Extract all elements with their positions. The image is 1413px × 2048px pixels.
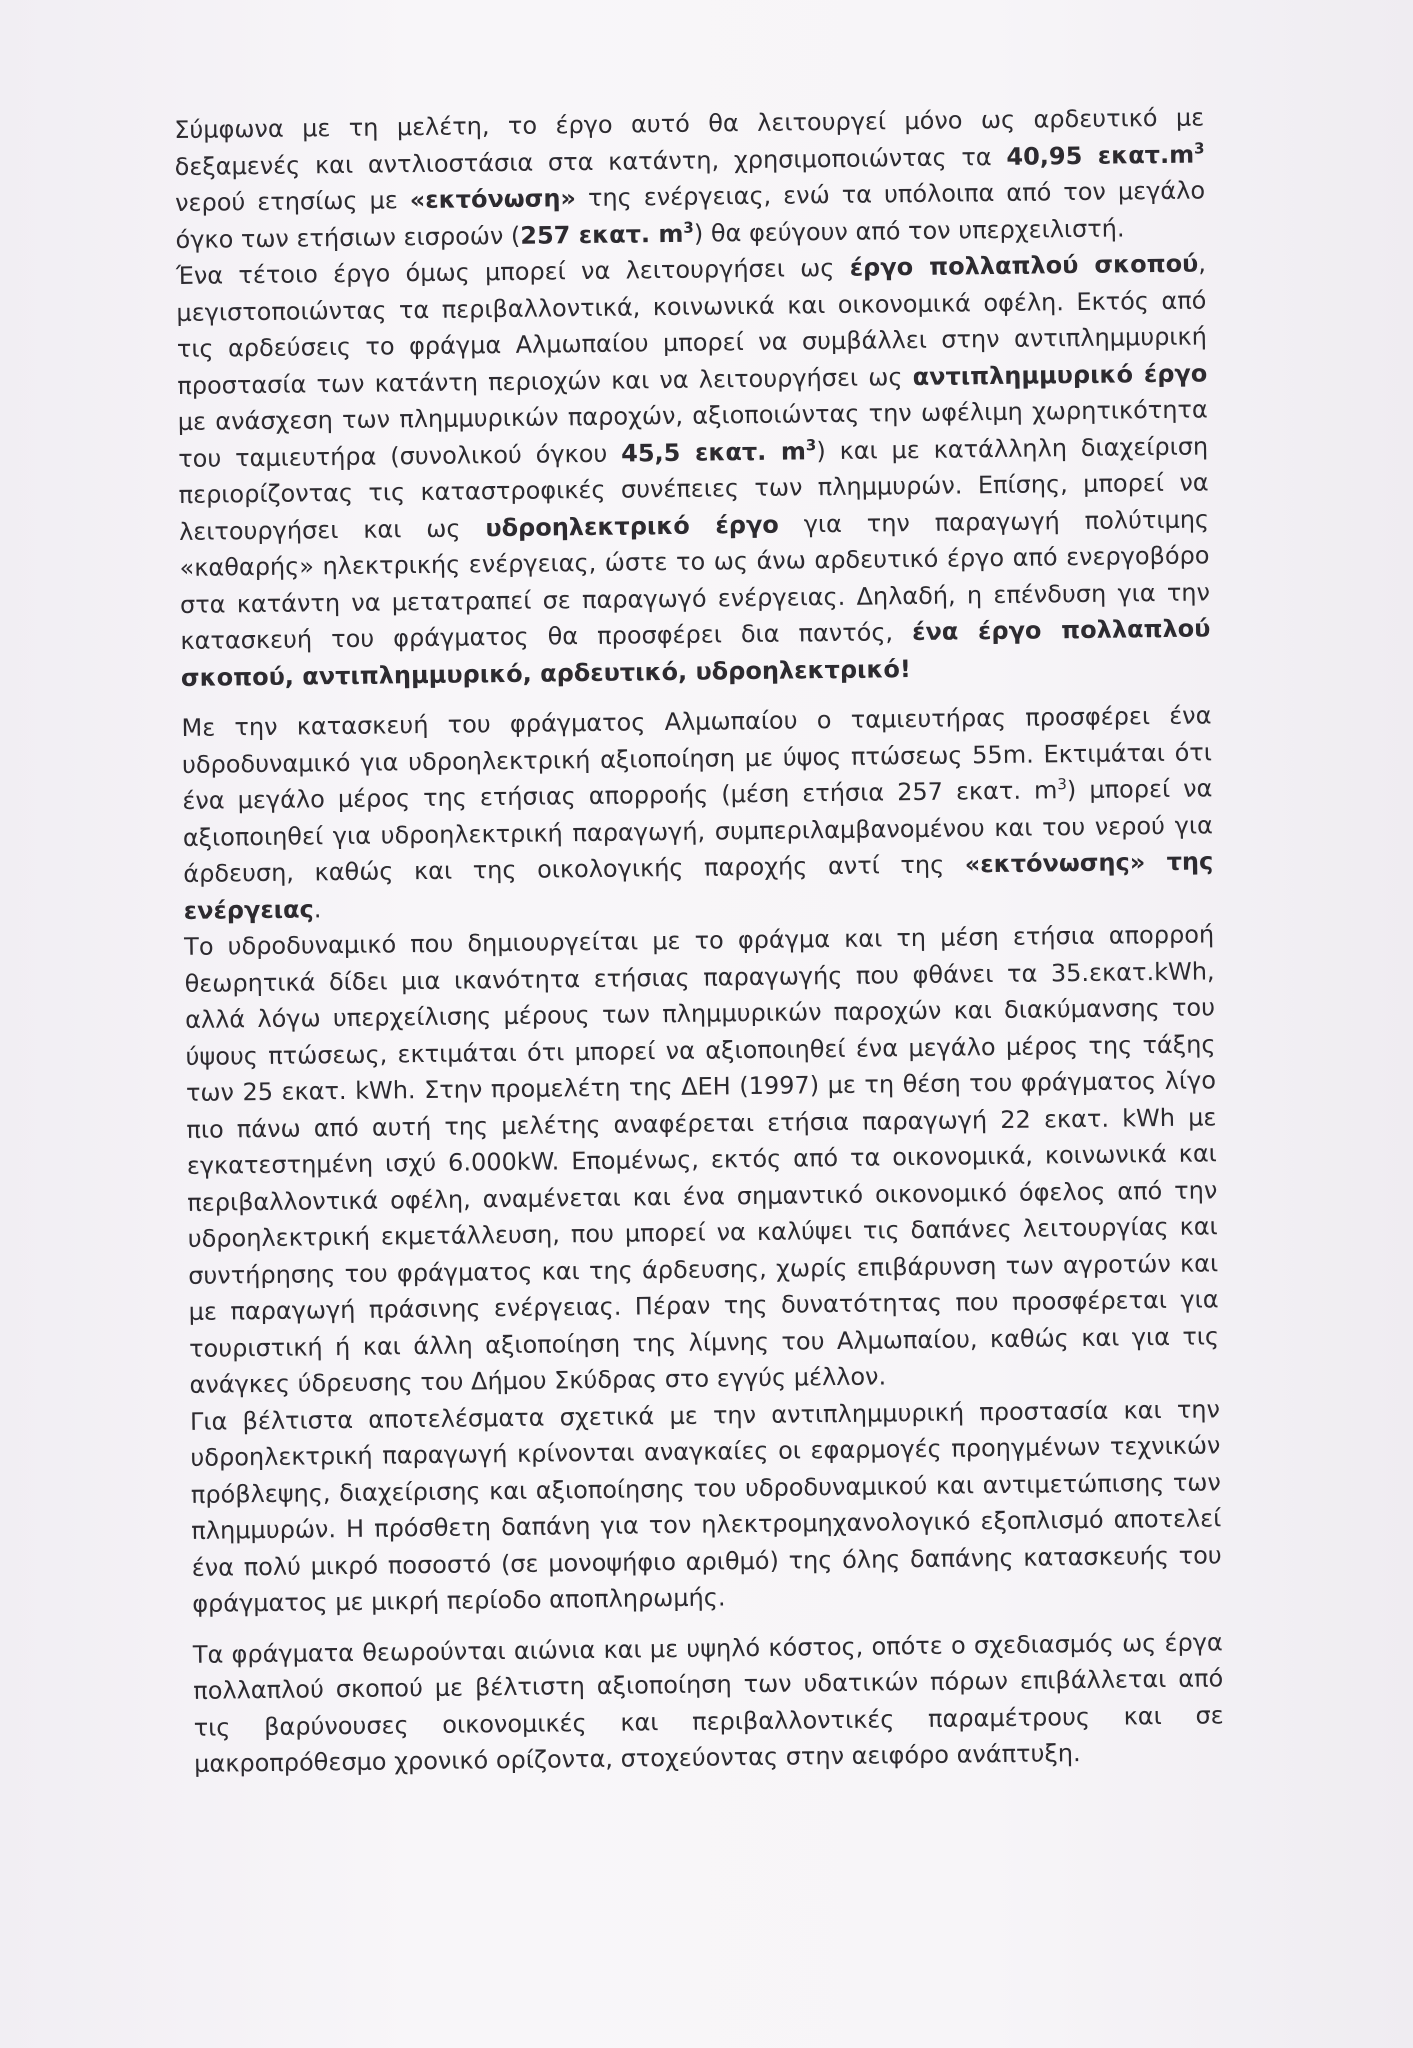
text-segment: , μεγιστοποιώντας τα περιβαλλοντικά, κοινωνικά και οικονομικά οφέλη. Εκτός από τις αρδεύσεις το φράγμα Αλμωπαίου μπορεί να συμβάλλει στην αντιπλημμυρική προστασία των κατάντη περιοχών και να λειτουργήσει ως (176, 249, 1207, 400)
paragraph (193, 1624, 1225, 1783)
superscript: 3 (1193, 138, 1205, 158)
bold-text: 40,95 εκατ.m (1006, 140, 1195, 171)
paragraph (181, 697, 1214, 929)
superscript: 3 (683, 218, 694, 237)
paragraph (174, 99, 1206, 258)
superscript: 3 (1057, 775, 1067, 794)
text-segment: Για βέλτιστα αποτελέσματα σχετικά με την αντιπλημμυρική προστασία και την υδροηλεκτρική παραγωγή κρίνονται αναγκαίες οι εφαρμογές προηγμένων τεχνικών πρόβλεψης, διαχείρισης και αξιοποίησης του υδροδυναμικού και αντιμετώπισης των πλημμυρών. Η πρόσθετη δαπάνη για τον ηλεκτρομηχανολογικό εξοπλισμό αποτελεί ένα πολύ μικρό ποσοστό (σε μονοψήφιο αριθμό) της όλης δαπάνης κατασκευής του φράγματος με μικρή περίοδο αποπληρωμής. (189, 1394, 1222, 1618)
text-segment: με ανάσχεση των πλημμυρικών παροχών, αξιοποιώντας την ωφέλιμη χωρητικότητα του ταμιευτήρα (συνολικού όγκου (177, 395, 1208, 473)
paragraph (176, 245, 1211, 696)
document-body (174, 99, 1224, 1782)
text-segment: της ενέργειας, ενώ τα υπόλοιπα από τον μεγάλο όγκο των ετήσιων εισροών ( (175, 176, 1206, 254)
bold-text: 45,5 εκατ. m (620, 436, 807, 468)
text-segment: ) και με κατάλληλη διαχείριση περιορίζοντας τις καταστροφικές συνέπειες των πλημμυρών. Επίσης, μπορεί να λειτουργήσει και ως (178, 431, 1209, 546)
text-segment: για την παραγωγή πολύτιμης «καθαρής» ηλεκτρικής ενέργειας, ώστε το ως άνω αρδευτικό έργο από ενεργοβόρο στα κατάντη να μετατραπεί σε παραγωγό ενέργειας. Δηλαδή, η επένδυση για την κατασκευή του φράγματος θα προσφέρει δια παντός, (179, 504, 1211, 655)
bold-text: αντιπλημμυρικό έργο (912, 358, 1208, 391)
text-segment: . (313, 894, 322, 923)
text-segment: Σύμφωνα με τη μελέτη, το έργο αυτό θα λειτουργεί μόνο ως αρδευτικό με δεξαμενές και αντλιοστάσια στα κατάντη, χρησιμοποιώντας τα (174, 103, 1205, 181)
paragraph (190, 1391, 1223, 1623)
text-segment: νερού ετησίως με (174, 186, 410, 217)
superscript: 3 (805, 435, 817, 454)
text-segment: ) μπορεί να αξιοποιηθεί για υδροηλεκτρική παραγωγή, συμπεριλαμβανομένου και του νερού για άρδευση, καθώς και της οικολογικής παροχής αντί της (182, 774, 1213, 888)
paragraph (184, 916, 1220, 1403)
text-segment: Τα φράγματα θεωρούνται αιώνια και με υψηλό κόστος, οπότε ο σχεδιασμός ως έργα πολλαπλού σκοπού με βέλτιστη αξιοποίηση των υδατικών πόρων επιβάλλεται από τις βαρύνουσες οικονομικές και περιβαλλοντικές παραμέτρους και σε μακροπρόθεσμο χρονικό ορίζοντα, στοχεύοντας στην αειφόρο ανάπτυξη. (192, 1627, 1224, 1778)
bold-text: έργο πολλαπλού σκοπού (849, 249, 1199, 282)
bold-text: ένα έργο πολλαπλού σκοπού, αντιπλημμυρικό, αρδευτικό, υδροηλεκτρικό! (180, 614, 1211, 692)
bold-text: υδροηλεκτρικό έργο (485, 510, 779, 542)
text-segment: ) θα φεύγουν από τον υπερχειλιστή. (693, 213, 1125, 248)
text-segment: Με την κατασκευή του φράγματος Αλμωπαίου ο ταμιευτήρας προσφέρει ένα υδροδυναμικό για υδροηλεκτρική αξιοποίηση με ύψος πτώσεως 55m. Εκτιμάται ότι ένα μεγάλο μέρος της ετήσιας απορροής (μέση ετήσια 257 εκατ. m (181, 701, 1213, 815)
bold-text: «εκτόνωση» (409, 184, 577, 215)
bold-text: «εκτόνωσης» της ενέργειας (183, 847, 1214, 925)
bold-text: 257 εκατ. m (520, 219, 684, 250)
text-segment: Ένα τέτοιο έργο όμως μπορεί να λειτουργήσει ως (175, 253, 850, 290)
text-segment: Το υδροδυναμικό που δημιουργείται με το φράγμα και τη μέση ετήσια απορροή θεωρητικά δίδει μια ικανότητα ετήσιας παραγωγής που φθάνει τα 35.εκατ.kWh, αλλά λόγω υπερχείλισης μέρους των πλημμυρικών παροχών και διακύμανσης του ύψους πτώσεως, εκτιμάται ότι μπορεί να αξιοποιηθεί ένα μεγάλο μέρος της τάξης των 25 εκατ. kWh. Στην προμελέτη της ΔΕΗ (1997) με τη θέση του φράγματος λίγο πιο πάνω από αυτή της μελέτης αναφέρεται ετήσια παραγωγή 22 εκατ. kWh με εγκατεστημένη ισχύ 6.000kW. Επομένως, εκτός από τα οικονομικά, κοινωνικά και περιβαλλοντικά οφέλη, αναμένεται και ένα σημαντικό οικονομικό όφελος από την υδροηλεκτρική εκμετάλλευση, που μπορεί να καλύψει τις δαπάνες λειτουργίας και συντήρησης του φράγματος και της άρδευσης, χωρίς επιβάρυνση των αγροτών και με παραγωγή πράσινης ενέργειας. Πέραν της δυνατότητας που προσφέρεται για τουριστική ή και άλλη αξιοποίηση της λίμνης του Αλμωπαίου, καθώς και για τις ανάγκες ύδρευσης του Δήμου Σκύδρας στο εγγύς μέλλον. (184, 920, 1220, 1399)
